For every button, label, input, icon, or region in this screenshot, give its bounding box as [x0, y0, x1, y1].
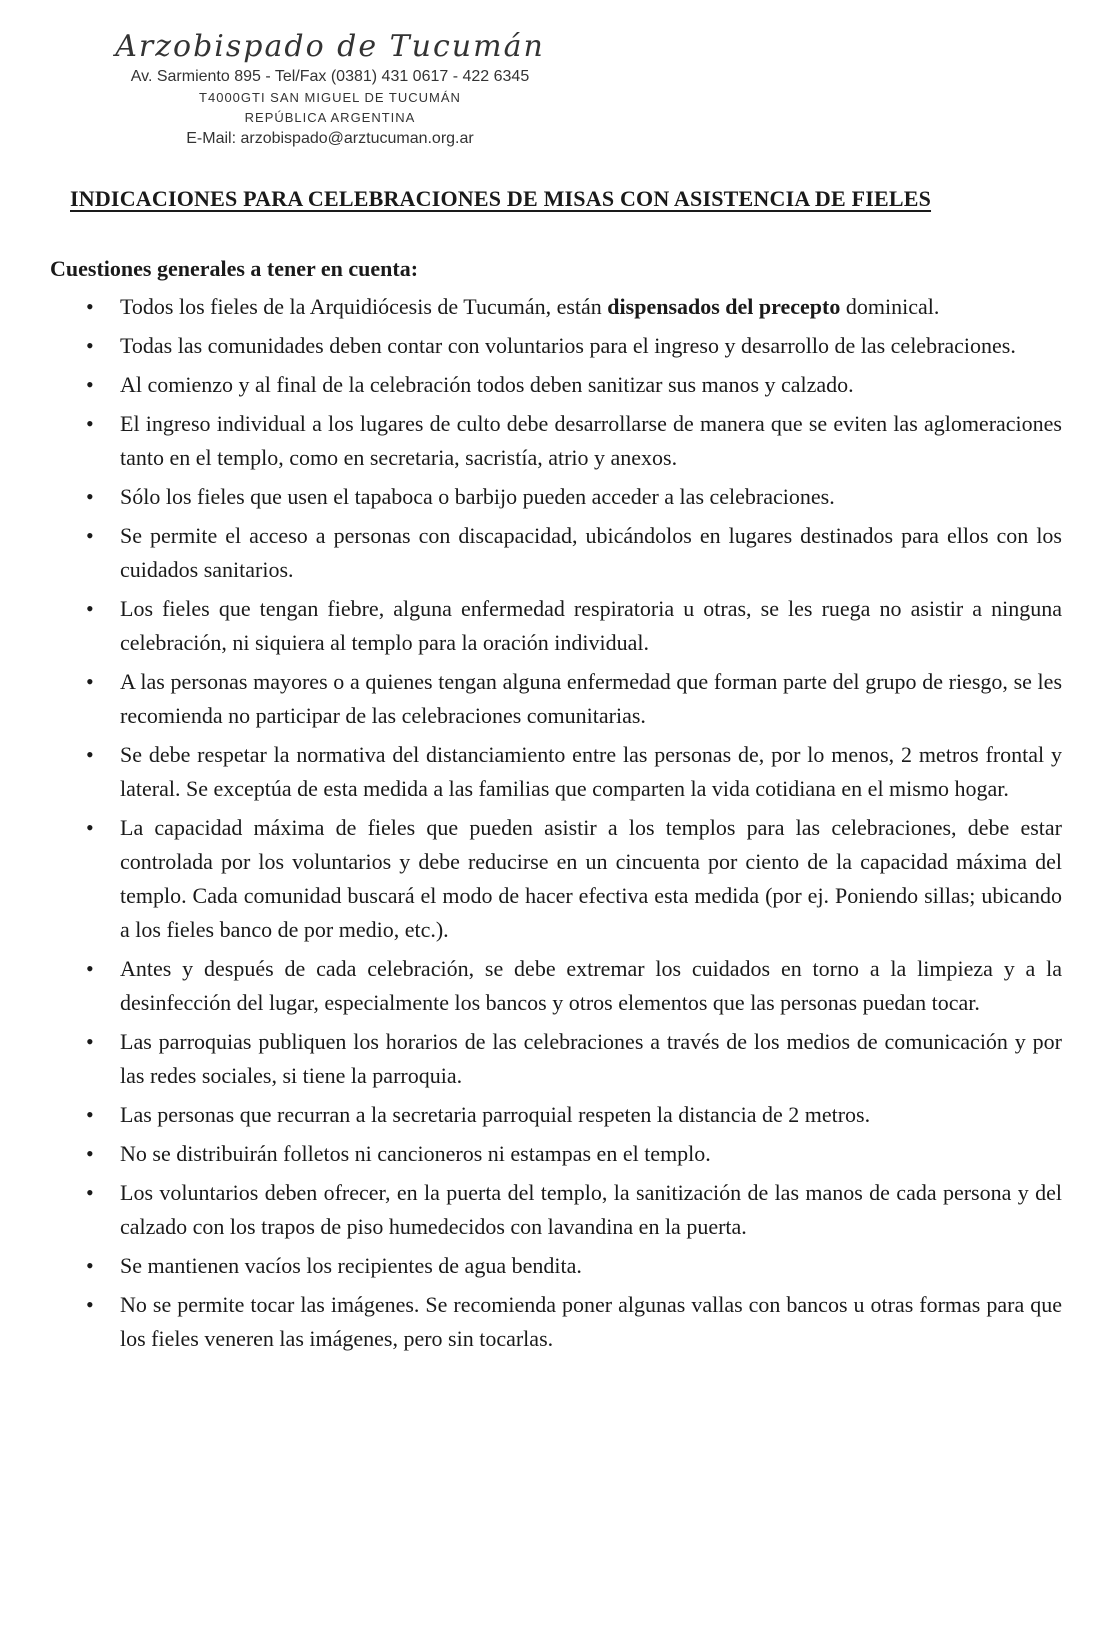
- list-item: [82, 811, 1062, 947]
- list-item: [82, 1137, 1062, 1171]
- list-item: [82, 592, 1062, 660]
- list-item: [82, 665, 1062, 733]
- list-item-text: El ingreso individual a los lugares de culto debe desarrollarse de manera que se eviten las aglomeraciones tanto en el templo, como en secretaria, sacristía, atrio y anexos.: [120, 411, 1062, 470]
- bullet-list: [82, 290, 1062, 1361]
- list-item-text: Al comienzo y al final de la celebración todos deben sanitizar sus manos y calzado.: [120, 372, 854, 397]
- list-item-text: Antes y después de cada celebración, se debe extremar los cuidados en torno a la limpieza y a la desinfección del lugar, especialmente los bancos y otros elementos que las personas puedan tocar.: [120, 956, 1062, 1015]
- list-item: [82, 519, 1062, 587]
- list-item-text: Las personas que recurran a la secretaria parroquial respeten la distancia de 2 metros.: [120, 1102, 871, 1127]
- bullet-icon: •: [86, 1292, 94, 1317]
- list-item: [82, 1288, 1062, 1356]
- list-item-text: Los voluntarios deben ofrecer, en la puerta del templo, la sanitización de las manos de cada persona y del calzado con los trapos de piso humedecidos con lavandina en la puerta.: [120, 1180, 1062, 1239]
- list-item-text: No se permite tocar las imágenes. Se recomienda poner algunas vallas con bancos u otras formas para que los fieles veneren las imágenes, pero sin tocarlas.: [120, 1292, 1062, 1351]
- list-item-text: Todos los fieles de la Arquidiócesis de Tucumán, están: [120, 294, 608, 319]
- list-item-text: Sólo los fieles que usen el tapaboca o barbijo pueden acceder a las celebraciones.: [120, 484, 835, 509]
- list-item: [82, 1025, 1062, 1093]
- list-item: [82, 1249, 1062, 1283]
- list-item-text: Todas las comunidades deben contar con voluntarios para el ingreso y desarrollo de las celebraciones.: [120, 333, 1016, 358]
- bullet-icon: •: [86, 596, 94, 621]
- list-item-text: No se distribuirán folletos ni cancioneros ni estampas en el templo.: [120, 1141, 711, 1166]
- list-item: [82, 1098, 1062, 1132]
- letterhead-address: Av. Sarmiento 895 - Tel/Fax (0381) 431 0617 - 422 6345: [130, 68, 530, 85]
- letterhead-city: T4000GTI SAN MIGUEL DE TUCUMÁN: [199, 90, 461, 105]
- bullet-icon: •: [86, 1141, 94, 1166]
- list-item-text: Las parroquias publiquen los horarios de las celebraciones a través de los medios de comunicación y por las redes sociales, si tiene la parroquia.: [120, 1029, 1062, 1088]
- section-title: Cuestiones generales a tener en cuenta:: [50, 256, 419, 281]
- bullet-icon: •: [86, 523, 94, 548]
- list-item-text: Se permite el acceso a personas con discapacidad, ubicándolos en lugares destinados para ellos con los cuidados sanitarios.: [120, 523, 1062, 582]
- list-item: [82, 290, 1062, 324]
- bullet-icon: •: [86, 956, 94, 981]
- bullet-icon: •: [86, 742, 94, 767]
- list-item-emphasis: dispensados del precepto: [607, 294, 841, 319]
- bullet-icon: •: [86, 815, 94, 840]
- bullet-icon: •: [86, 484, 94, 509]
- bullet-icon: •: [86, 1029, 94, 1054]
- list-item-text: Se debe respetar la normativa del distanciamiento entre las personas de, por lo menos, 2 metros frontal y lateral. Se exceptúa de esta medida a las familias que comparten la vida cotidiana en el mismo hogar.: [120, 742, 1062, 801]
- list-item-text: A las personas mayores o a quienes tengan alguna enfermedad que forman parte del grupo de riesgo, se les recomienda no participar de las celebraciones comunitarias.: [120, 669, 1062, 728]
- document-heading: INDICACIONES PARA CELEBRACIONES DE MISAS CON ASISTENCIA DE FIELES: [70, 186, 932, 211]
- bullet-icon: •: [86, 1102, 94, 1127]
- list-item: [82, 480, 1062, 514]
- list-item: [82, 738, 1062, 806]
- list-item: [82, 368, 1062, 402]
- list-item-text: Los fieles que tengan fiebre, alguna enfermedad respiratoria u otras, se les ruega no asistir a ninguna celebración, ni siquiera al templo para la oración individual.: [120, 596, 1062, 655]
- letterhead-email: E-Mail: arzobispado@arztucuman.org.ar: [186, 130, 474, 147]
- list-item: [82, 407, 1062, 475]
- bullet-icon: •: [86, 669, 94, 694]
- letterhead-country: REPÚBLICA ARGENTINA: [244, 110, 416, 125]
- bullet-icon: •: [86, 333, 94, 358]
- list-item-text: La capacidad máxima de fieles que pueden asistir a los templos para las celebraciones, debe estar controlada por los voluntarios y debe reducirse en un cincuenta por ciento de la capacidad máxima del templo. Cada comunidad buscará el modo de hacer efectiva esta medida (por ej. Poniendo sillas; ubicando a los fieles banco de por medio, etc.).: [120, 815, 1062, 942]
- bullet-icon: •: [86, 372, 94, 397]
- list-item: [82, 329, 1062, 363]
- bullet-icon: •: [86, 411, 94, 436]
- list-item-text: Se mantienen vacíos los recipientes de agua bendita.: [120, 1253, 582, 1278]
- bullet-icon: •: [86, 1180, 94, 1205]
- bullet-icon: •: [86, 1253, 94, 1278]
- list-item-text-tail: dominical.: [840, 294, 940, 319]
- bullet-icon: •: [86, 294, 94, 319]
- list-item: [82, 1176, 1062, 1244]
- letterhead-title: Arzobispado de Tucumán: [115, 29, 545, 64]
- list-item: [82, 952, 1062, 1020]
- letterhead: [90, 28, 570, 150]
